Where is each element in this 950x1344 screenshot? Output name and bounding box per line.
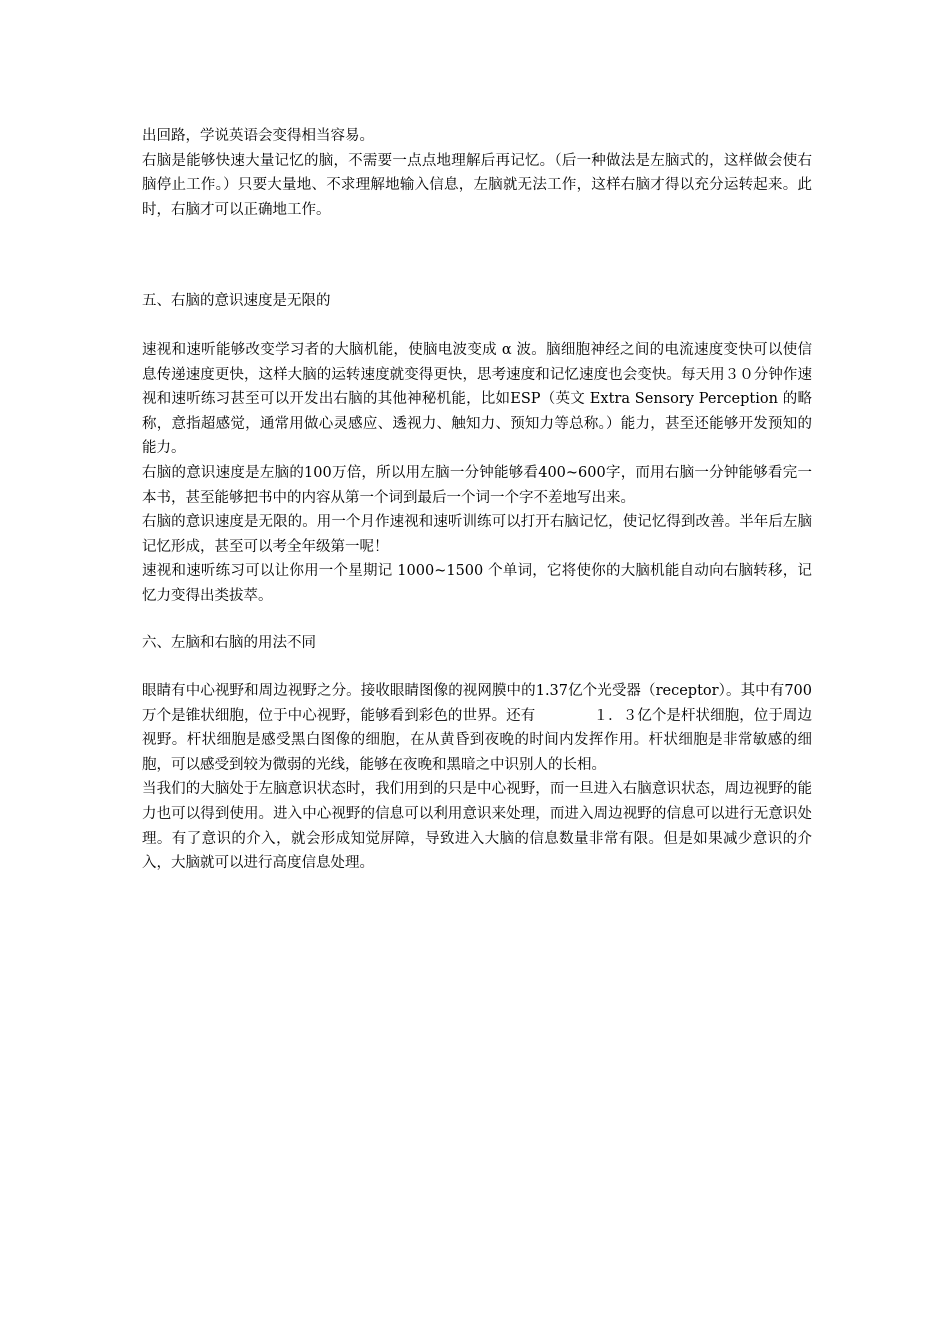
spacer [142,655,812,679]
section-5-paragraph: 速视和速听能够改变学习者的大脑机能，使脑电波变成 α 波。脑细胞神经之间的电流速度变快可以使信息传递速度更快，这样大脑的运转速度就变得更快，思考速度和记忆速度也会变快。每天用３０分钟作速视和速听练习甚至可以开发出右脑的其他神秘机能，比如ESP（英文 Extra Sensory Perception 的略称，意指超感觉，通常用做心灵感应、透视力、触知力、预知力等总称。）能力，甚至还能够开发预知的能力。 [142,341,812,457]
section-5-paragraph: 右脑的意识速度是无限的。用一个月作速视和速听训练可以打开右脑记忆，使记忆得到改善。半年后左脑记忆形成，甚至可以考全年级第一呢！ [142,514,812,555]
section-5-heading: 五、右脑的意识速度是无限的 [142,293,331,310]
intro-paragraph: 右脑是能够快速大量记忆的脑，不需要一点点地理解后再记忆。（后一种做法是左脑式的，这样做会使右脑停止工作。）只要大量地、不求理解地输入信息，左脑就无法工作，这样右脑才得以充分运转起来。此时，右脑才可以正确地工作。 [142,152,812,218]
section-6-paragraph: 眼睛有中心视野和周边视野之分。接收眼睛图像的视网膜中的1.37亿个光受器（receptor）。其中有700万个是锥状细胞，位于中心视野，能够看到彩色的世界。还有 １．３亿个是杆状细胞，位于周边视野。杆状细胞是感受黑白图像的细胞，在从黄昏到夜晚的时间内发挥作用。杆状细胞是非常敏感的细胞，可以感受到较为微弱的光线，能够在夜晚和黑暗之中识别人的长相。 [142,683,812,773]
section-6-paragraph: 当我们的大脑处于左脑意识状态时，我们用到的只是中心视野，而一旦进入右脑意识状态，周边视野的能力也可以得到使用。进入中心视野的信息可以利用意识来处理，而进入周边视野的信息可以进行无意识处理。有了意识的介入，就会形成知觉屏障，导致进入大脑的信息数量非常有限。但是如果减少意识的介入，大脑就可以进行高度信息处理。 [142,781,812,872]
intro-paragraph: 出回路，学说英语会变得相当容易。 [142,128,374,144]
section-5-paragraph: 速视和速听练习可以让你用一个星期记 1000~1500 个单词，它将使你的大脑机能自动向右脑转移，记忆力变得出类拔萃。 [142,563,812,604]
section-6-heading: 六、左脑和右脑的用法不同 [142,634,316,651]
section-5-paragraph: 右脑的意识速度是左脑的100万倍，所以用左脑一分钟能够看400~600字，而用右脑一分钟能够看完一本书，甚至能够把书中的内容从第一个词到最后一个词一个字不差地写出来。 [142,464,812,506]
spacer [142,609,812,631]
spacer [142,314,812,338]
spacer [142,222,812,289]
document-page [142,124,812,876]
